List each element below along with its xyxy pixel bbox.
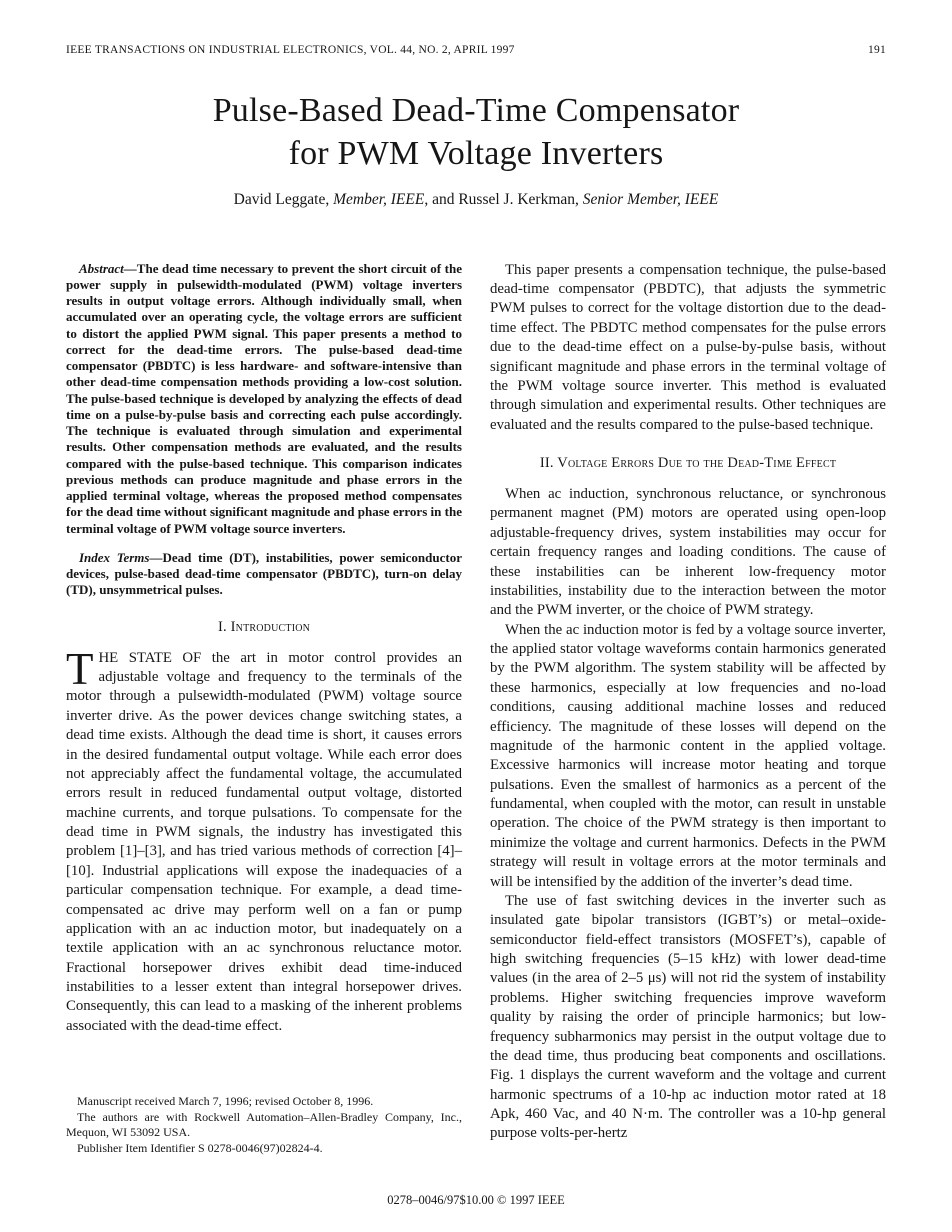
page-number: 191	[868, 44, 886, 56]
section-heading-introduction: I. Introduction	[217, 618, 311, 635]
paper-overview-paragraph: This paper presents a compensation technique, the pulse-based dead-time compensator (PBDTC), that adjusts the symmetric PWM pulses to correct for the voltage distortion due to the dead-time effect. The PBDTC method compensates for the pulse errors due to the dead-time effect on a pulse-by-pulse basis, without significant magnitude and phase errors in the terminal voltage of the PWM voltage source inverter. This method is evaluated through simulation and experimental results. Other techniques are evaluated and the results compared to the pulse-based technique.	[490, 261, 886, 433]
title-line-2: for PWM Voltage Inverters	[288, 134, 664, 172]
voltage-errors-paragraph-2: When the ac induction motor is fed by a voltage source inverter, the applied stator voltage waveforms contain harmonics generated by the PWM algorithm. The system stability will be affected by these harmonics, especially at low frequencies and no-load conditions, causing additional machine losses and reduced efficiency. The magnitude of these losses will depend on the magnitude of the harmonic content in the applied voltage. Excessive harmonics will increase motor heating and torque pulsations. Even the smallest of harmonics as a percent of the fundamental, when coupled with the motor, can result in unstable operation. The choice of the PWM strategy is then important to minimize the voltage and current harmonics. Defects in the PWM strategy will result in voltage errors at the motor terminals and will be intensified by the addition of the inverter’s dead time.	[490, 621, 886, 890]
index-terms-text: Dead time (DT), instabilities, power semiconductor devices, pulse-based dead-time compensator (PBDTC), turn-on delay (TD), unsymmetrical pulses.	[66, 549, 462, 598]
intro-lead-caps: HE STATE OF	[98, 649, 202, 666]
left-column	[66, 261, 462, 1159]
journal-title: IEEE TRANSACTIONS ON INDUSTRIAL ELECTRONICS, VOL. 44, NO. 2, APRIL 1997	[66, 44, 515, 56]
index-terms-paragraph	[66, 550, 462, 599]
section-heading-voltage-errors: II. Voltage Errors Due to the Dead-Time Effect	[539, 455, 837, 472]
paper-title	[66, 90, 886, 176]
two-column-body	[66, 261, 886, 1159]
author-1-membership: Member, IEEE	[333, 190, 425, 208]
drop-cap: T	[66, 643, 94, 694]
footnote-publisher-item-identifier: Publisher Item Identifier S 0278-0046(97)02824-4.	[77, 1141, 323, 1156]
abstract-paragraph	[66, 261, 462, 537]
author-connector: , and Russel J. Kerkman,	[424, 190, 583, 208]
author-2-membership: Senior Member, IEEE	[582, 190, 719, 208]
footnote-manuscript-received: Manuscript received March 7, 1996; revised October 8, 1996.	[77, 1094, 374, 1109]
intro-text: the art in motor control provides an adjustable voltage and frequency to the terminals of the motor through a pulsewidth-modulated (PWM) voltage source inverter drive. As the power devices change switching states, a dead time exists. Although the dead time is short, it causes errors in the desired fundamental output voltage. While each error does not appreciably affect the fundamental voltage, the accumulated errors result in reduced fundamental output voltage, distorted machine currents, and torque pulsations. To compensate for the dead time in PWM signals, the industry has investigated this problem [1]–[3], and has tried various methods of correction [4]–[10]. Industrial applications will expose the inadequacies of a particular compensation technique. For example, a dead time-compensated ac drive may perform well on a fan or pump application with an ac induction motor, but inadequately on a textile application with an ac synchronous reluctance motor. Fractional horsepower drives exhibit dead time-induced instabilities to a lesser extent than integral horsepower drives. Consequently, this can lead to a masking of the inherent problems associated with the dead-time effect.	[66, 649, 462, 1034]
footnote-author-affiliation: The authors are with Rockwell Automation–Allen-Bradley Company, Inc., Mequon, WI 53092 USA.	[66, 1109, 462, 1140]
introduction-paragraph	[66, 643, 462, 1037]
abstract-label: Abstract—	[79, 260, 137, 276]
running-head	[66, 44, 886, 56]
author-line	[66, 191, 886, 209]
voltage-errors-paragraph-3: The use of fast switching devices in the inverter such as insulated gate bipolar transistors (IGBT’s) or metal–oxide-semiconductor field-effect transistors (MOSFET’s), capable of high switching frequencies (5–15 kHz) with lower dead-time values (in the area of 2–5 μs) will not rid the system of instability problems. Higher switching frequencies improve waveform quality by raising the order of principle harmonics; but low-frequency subharmonics may persist in the output voltage due to the dead time, thus producing beat components and oscillations. Fig. 1 displays the current waveform and the voltage and current harmonic spectrums of a 10-hp ac induction motor rated at 18 Apk, 460 Vac, and 40 N·m. The controller was a 10-hp general purpose volts-per-hertz	[490, 892, 886, 1142]
title-line-1: Pulse-Based Dead-Time Compensator	[212, 92, 740, 129]
author-1-name: David Leggate,	[233, 190, 334, 208]
voltage-errors-paragraph-1: When ac induction, synchronous reluctance, or synchronous permanent magnet (PM) motors are operated using open-loop adjustable-frequency drives, system instabilities may occur for certain frequency ranges and loading conditions. The cause of these instabilities can be inherent low-frequency motor instabilities, instability due to the interaction between the motor and the PWM inverter, or the choice of PWM strategy.	[490, 486, 886, 619]
copyright-footer: 0278–0046/97$10.00 © 1997 IEEE	[387, 1193, 565, 1207]
abstract-text: The dead time necessary to prevent the short circuit of the power supply in pulsewidth-modulated (PWM) voltage inverters results in output voltage errors. Although individually small, when accumulated over an operating cycle, the voltage errors are sufficient to distort the applied PWM signal. This paper presents a method to correct for the dead-time errors. The pulse-based dead-time compensator (PBDTC) is less hardware- and software-intensive than other dead-time compensation methods providing a low-cost solution. The pulse-based technique is developed by analyzing the effects of dead time on a pulse-by-pulse basis and correcting each pulse accordingly. The technique is evaluated through simulation and experimental results. Other compensation methods are evaluated, and the results compared with the pulse-based technique. This comparison indicates previous methods can produce magnitude and phase errors in the applied terminal voltage, whereas the proposed method compensates for the dead time without significant magnitude and phase errors in the terminal voltage of PWM voltage source inverters.	[66, 260, 462, 536]
first-page-footnote	[66, 1094, 462, 1158]
right-column	[490, 261, 886, 1159]
index-terms-label: Index Terms—	[79, 549, 163, 565]
